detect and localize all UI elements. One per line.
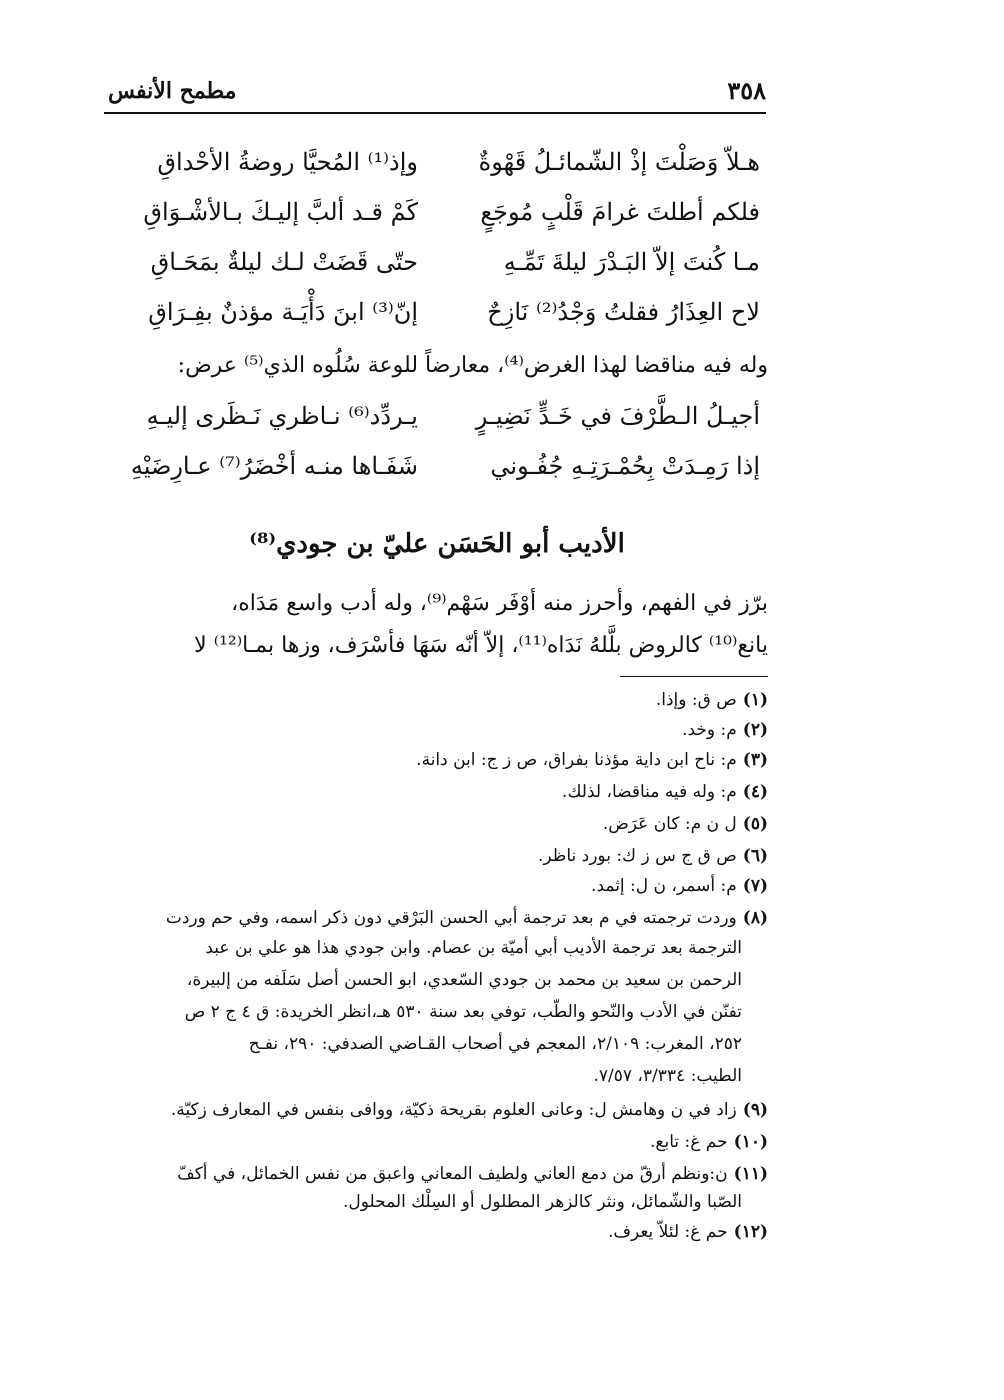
footnote-text: ص ق ج س ز ك: بورد ناظر. [538,846,737,866]
header-rule [104,112,766,114]
footnote-number: (٦) [742,846,768,866]
footnote-text: حم غ: لئلاّ يعرف. [607,1222,728,1242]
footnote-number: (٣) [742,750,768,770]
footnote-text: ن:ونظم أرقّ من دمع العاني ولطيف المعاني واعبق من نفس الخمائل، في أكفّ [177,1164,728,1184]
footnote [108,1126,768,1158]
book-title: مطمح الأنفس [108,78,237,104]
footnote-text: زاد في ن وهامش ل: وعانى العلوم بقريحة ذكيّة، ووافى بنفس في المعارف زكيّة. [170,1100,737,1120]
footnote-number: (١٢) [733,1222,768,1242]
verse-line [118,192,760,232]
footnote-number: (١) [742,690,768,710]
footnote-rule [620,676,768,677]
footnote-number: (٩) [742,1100,768,1120]
footnote [108,1216,768,1248]
verse-second-hemistich: حتّى قَضَتْ لـك ليلةٌ بمَحَـاقِ [150,248,418,276]
footnote-text: ل ن م: كان عَرَض. [602,814,737,834]
footnote-continuation: الطيب: ٣/٣٣٤، ٧/٥٧. [593,1066,742,1086]
footnote-number: (٤) [742,782,768,802]
footnote-continuation: الرحمن بن سعيد بن محمد بن جودي السّعدي، ابو الحسن أصل سَلَفه من إلبيرة، [186,970,742,990]
footnote-number: (٧) [742,876,768,896]
footnote-text: ص ق: وإذا. [655,690,737,710]
intro-line: وله فيه مناقضا لهذا الغرض⁽⁴⁾، معارضاً للوعة سُلُوه الذي⁽⁵⁾ عرض: [177,353,768,378]
footnote [108,744,768,776]
page-header [108,72,766,112]
footnote [108,684,768,716]
page-number: ٣٥٨ [727,76,766,105]
footnote [108,776,768,808]
verse-line [118,396,760,436]
footnote-number: (٥) [742,814,768,834]
footnote-text: م: وخد. [682,720,737,740]
verse-second-hemistich: كَمْ قـد ألبَّ إليـكَ بـالأشْـوَاقِ [143,198,418,226]
footnote-number: (٢) [742,720,768,740]
footnote-continuation: الصّبا والشّمائل، ونثر كالزهر المطلول أو السِلْك المحلول. [342,1192,742,1212]
verse-second-hemistich: وإذ⁽¹⁾ المُحيَّا روضةُ الأحْداقِ [157,148,418,176]
verse-line [118,292,760,332]
body-text-line: يانع⁽¹⁰⁾ كالروض بلَّلهُ نَدَاه⁽¹¹⁾، إلاّ أنّه سَهَا فأسْرَف، وزها بمـا⁽¹²⁾ لا [194,633,768,658]
footnote [108,840,768,872]
verse-second-hemistich: شَفَـاها منـه أخْضَرُ⁽⁷⁾ عـارِضَيْهِ [130,452,418,480]
verse-first-hemistich: لاح العِذَارُ فقلتُ وَجْدُ⁽²⁾ نَازِحٌ [487,298,760,326]
footnote-continuation: ٢٥٢، المغرب: ٢/١٠٩، المعجم في أصحاب القـاضي الصدفي: ٢٩٠، نفـح [248,1034,742,1054]
verse-line [118,242,760,282]
verse-first-hemistich: فلكم أطلتَ غرامَ قَلْبٍ مُوجَعٍ [480,198,760,226]
footnote [108,1094,768,1126]
footnote [108,902,768,934]
footnote [108,870,768,902]
footnote [108,714,768,746]
verse-first-hemistich: مـا كُنتَ إلاّ البَـدْرَ ليلةَ تَمِّـهِ [503,248,760,276]
verse-line [118,446,760,486]
footnote-text: م: أسمر، ن ل: إثمد. [591,876,737,896]
verse-first-hemistich: هـلاّ وَصَلْتَ إذْ الشّمائـلُ قَهْوةٌ [478,148,760,176]
body-text-line: برّز في الفهم، وأحرز منه أوْفَر سَهْم⁽⁹⁾، وله أدب واسع مَدَاه، [231,591,768,616]
footnote-text: م: وله فيه مناقضا، لذلك. [562,782,737,802]
section-heading: الأديب أبو الحَسَن عليّ بن جودي⁽⁸⁾ [249,529,625,559]
footnote-number: (١٠) [733,1132,768,1152]
footnote [108,808,768,840]
footnote-number: (٨) [742,908,768,928]
verse-second-hemistich: يـردِّد⁽⁶⁾ نـاظري نَـظَرى إليـهِ [146,402,418,430]
verse-second-hemistich: إنّ⁽³⁾ ابنَ دَأْيَـة مؤذنٌ بفِـرَاقِ [148,298,418,326]
footnote-number: (١١) [733,1164,768,1184]
footnote-continuation: الترجمة بعد ترجمة الأديب أبي أميّة بن عصام. وابن جودي هذا هو علي بن عبد [205,938,742,958]
footnote-text: وردت ترجمته في م بعد ترجمة أبي الحسن البَرْقي دون ذكر اسمه، وفي حم وردت [165,908,737,928]
footnote-text: حم غ: تابع. [650,1132,728,1152]
footnote-continuation: تفنّن في الأدب والنّحو والطّب، توفي بعد سنة ٥٣٠ هـ،انظر الخريدة: ق ٤ ج ٢ ص [184,1002,742,1022]
verse-first-hemistich: إذا رَمِـدَتْ بِحُمْـرَتِـهِ جُفُـوني [490,452,760,480]
verse-first-hemistich: أجيـلُ الـطَّرْفَ في خَـدٍّ نَضِيـرٍ [475,402,760,430]
footnote-text: م: ناح ابن داية مؤذنا بفراق، ص ز ج: ابن دانة. [416,750,737,770]
verse-line [118,142,760,182]
